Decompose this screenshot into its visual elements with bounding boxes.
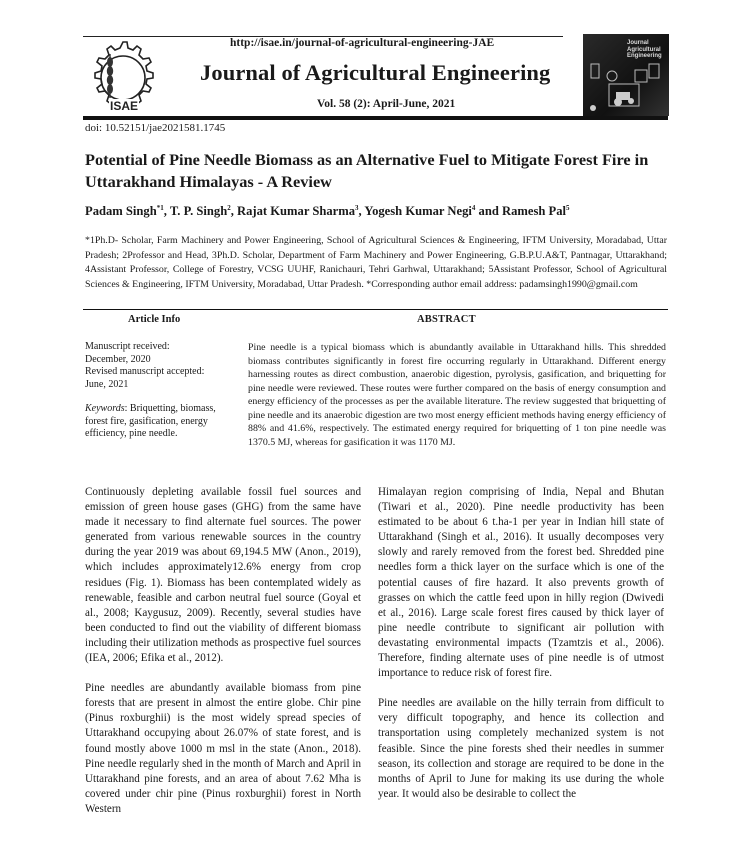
author-list: Padam Singh$^{*1}$, T. P. Singh$^2$, Rajat Kumar Sharma$^3$, Yogesh Kumar Negi$^4$ and Ramesh Pal$^5$	[85, 204, 570, 219]
header-divider	[83, 116, 668, 120]
body-column-left	[85, 485, 361, 832]
section-divider	[83, 309, 668, 310]
abstract-text: Pine needle is a typical biomass which is abundantly available in Uttarakhand hills. This shredded biomass contributes significantly in forest fire occurring regularly in Uttarakhand. Different energy harnessing routes as direct combustion, anaerobic digestion, pyrolysis, gasification, and briquetting for pine needle were reviewed. These routes were further compared on the basis of energy consumption and energy efficiency of the processes as per the available literature. The review suggested that briquetting of pine needle and its anaerobic digestion are two most energy efficient methods having energy efficiency of 88% and 41.6%, respectively. The estimated energy required for briquetting of 1 ton pine needle was 1370.5 MJ, whereas for gasification it was 1170 MJ.	[248, 342, 666, 448]
accepted-date: June, 2021	[85, 378, 129, 390]
journal-url[interactable]: http://isae.in/journal-of-agricultural-engineering-JAE	[230, 37, 495, 49]
author-affiliations: *1Ph.D- Scholar, Farm Machinery and Power Engineering, School of Agricultural Sciences & Engineering, IFTM University, Moradabad, Uttar Pradesh; 2Professor and Head, 3Ph.D. Scholar, Department of Farm Machinery and Power Engineering, G.B.P.U.A&T, Pantnagar, Uttarakhand; 4Assistant Professor, College of Forestry, VCSG UUHF, Ranichauri, Tehri Garhwal, Uttarakhand; 5Assistant Professor, School of Agricultural Sciences & Engineering, IFTM University, Moradabad, Uttar Pradesh. *Corresponding author email address: padamsingh1990@gmail.com	[85, 235, 667, 290]
author-name: Ramesh Pal	[502, 204, 567, 219]
author-name: Padam Singh	[85, 204, 157, 219]
svg-text:ISAE: ISAE	[109, 99, 139, 113]
isae-logo-icon	[83, 36, 161, 116]
keywords-list: : Briquetting, biomass, forest fire, gasification, energy efficiency, pine needle.	[85, 403, 216, 439]
author-name: Yogesh Kumar Negi	[364, 204, 472, 219]
body-paragraph: Continuously depleting available fossil fuel sources and emission of green house gases (GHG) from the same have made it necessary to find alternate fuel sources. The power generated from various renewable sources in the country during the year 2019 was about 69,194.5 MW (Anon., 2019), which includes approximately12.6% energy from crop residues (Fig. 1). Biomass has been contemplated widely as renewable, feasible and carbon neutral fuel source (Goyal et al., 2008; Kaygusuz, 2009). Recently, several studies have been conducted to find out the viability of different biomass including their utilization methods as prospective fuel sources (IEA, 2006; Efika et al., 2012).	[85, 486, 361, 665]
volume-info: Vol. 58 (2): April-June, 2021	[317, 98, 456, 110]
body-paragraph: Pine needles are available on the hilly terrain from difficult to very difficult topography, and hence its collection and transportation using completely mechanized system is not feasible. Since the pine forests shed their needles in summer season, its collection and storage are required to be done in the months of April to June for making its use during the whole year. It would also be desirable to collect the	[378, 697, 664, 800]
body-paragraph: Pine needles are abundantly available biomass from pine forests that are present in almost the entire globe. Chir pine (Pinus roxburghii) is the most widely spread species of Uttarakhand occupying about 26.07% of state forest, and is found mostly above 1000 m msl in the state (Anon., 2018). Pine needle regularly shed in the month of March and April in Uttarakhand pine forests, and an area of about 7.62 Mha is covered under chir pine (Pinus roxburghii) forest in North Western	[85, 682, 361, 815]
received-date: December, 2020	[85, 353, 151, 365]
accepted-label: Revised manuscript accepted:	[85, 366, 205, 377]
doi-link[interactable]: doi: 10.52151/jae2021581.1745	[85, 122, 226, 134]
author-name: T. P. Singh	[169, 204, 228, 219]
cover-title: Journal Agricultural Engineering	[627, 40, 662, 59]
journal-title: Journal of Agricultural Engineering	[200, 60, 551, 85]
author-name: Rajat Kumar Sharma	[237, 204, 356, 219]
article-info-heading: Article Info	[128, 314, 181, 325]
article-info	[85, 341, 235, 441]
keywords-label: Keywords	[85, 403, 125, 414]
keywords	[85, 403, 235, 441]
abstract-heading: ABSTRACT	[417, 314, 476, 325]
body-paragraph: Himalayan region comprising of India, Nepal and Bhutan (Tiwari et al., 2020). Pine needle productivity has been estimated to be about 6 t.ha-1 per year in Indian hill state of Uttarakhand (Singh et al., 2016). It usually decomposes very slowly and rarely removed from the forest bed. Shredded pine needles form a thick layer on the surface which is one of the potential causes of fire hazard. It also prevents growth of grasses on which the cattle feed upon in hilly region (Dwivedi et al., 2016). Large scale forest fires caused by thick layer of pine needle contribute to significant air pollution with devastating environmental impacts (Tzamtzis et al., 2006). Therefore, finding alternate uses of pine needle is of utmost importance to reduce risk of forest fire.	[378, 486, 664, 680]
journal-cover-image	[583, 34, 669, 116]
article-title: Potential of Pine Needle Biomass as an Alternative Fuel to Mitigate Forest Fire in Uttarakhand Himalayas - A Review	[85, 150, 649, 191]
received-label: Manuscript received:	[85, 341, 170, 352]
body-column-right	[378, 485, 664, 817]
